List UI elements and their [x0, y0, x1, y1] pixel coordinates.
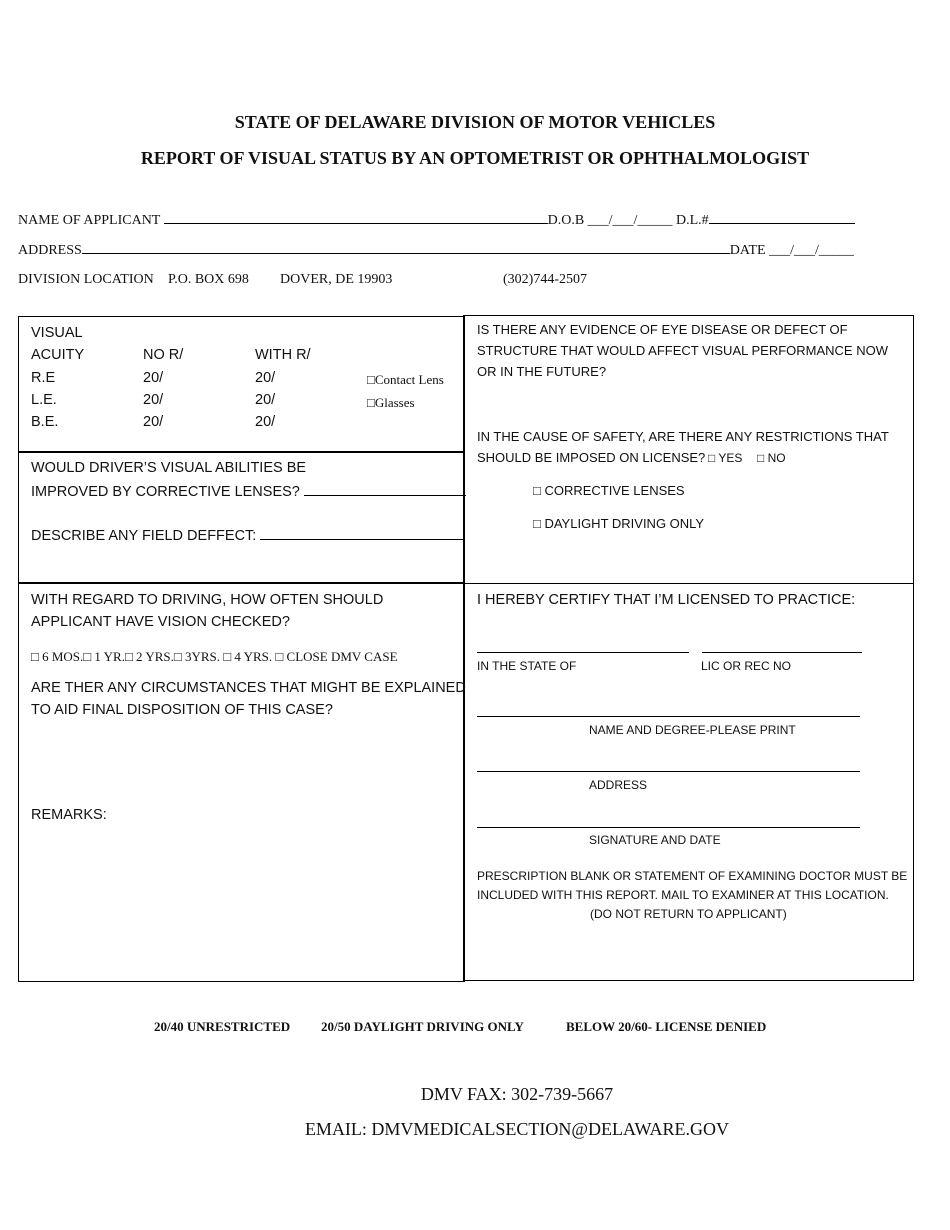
- examiner-address-field[interactable]: [477, 771, 860, 772]
- dl-field[interactable]: [709, 212, 855, 224]
- daylight-driving-checkbox[interactable]: □ DAYLIGHT DRIVING ONLY: [533, 516, 705, 531]
- dmv-email: EMAIL: DMVMEDICALSECTION@DELAWARE.GOV: [304, 1119, 730, 1139]
- field-defect-field[interactable]: [260, 528, 464, 540]
- left-divider-1: [19, 451, 464, 453]
- signature-date-field[interactable]: [477, 827, 860, 828]
- division-location-label: DIVISION LOCATION: [18, 272, 154, 287]
- acuity-title-2: ACUITY: [31, 347, 85, 363]
- checkup-question-line1: WITH REGARD TO DRIVING, HOW OFTEN SHOULD: [31, 592, 384, 608]
- restrictions-question-line1: IN THE CAUSE OF SAFETY, ARE THERE ANY RESTRICTIONS THAT: [477, 429, 889, 444]
- left-divider-2: [19, 582, 464, 584]
- standard-denied: BELOW 20/60- LICENSE DENIED: [566, 1019, 767, 1034]
- acuity-le-no-rx[interactable]: 20/: [143, 392, 164, 408]
- signature-date-label: SIGNATURE AND DATE: [589, 833, 721, 847]
- address-row: [18, 242, 854, 259]
- acuity-row-label: B.E.: [31, 414, 59, 430]
- acuity-row-label: L.E.: [31, 392, 57, 408]
- license-number-label: LIC OR REC NO: [701, 659, 792, 673]
- disease-question-line1: IS THERE ANY EVIDENCE OF EYE DISEASE OR DEFECT OF: [477, 322, 848, 337]
- date-field[interactable]: ___/___/_____: [769, 243, 854, 258]
- prescription-note-line1: PRESCRIPTION BLANK OR STATEMENT OF EXAMINING DOCTOR MUST BE: [477, 869, 908, 883]
- acuity-le-with-rx[interactable]: 20/: [255, 392, 276, 408]
- field-defect-row: DESCRIBE ANY FIELD DEFFECT:: [31, 528, 464, 544]
- acuity-be-with-rx[interactable]: 20/: [255, 414, 276, 430]
- glasses-checkbox[interactable]: □Glasses: [367, 395, 415, 410]
- division-phone: (302)744-2507: [503, 272, 587, 287]
- standard-daylight: 20/50 DAYLIGHT DRIVING ONLY: [321, 1019, 524, 1034]
- certify-heading: I HEREBY CERTIFY THAT I’M LICENSED TO PRACTICE:: [477, 592, 856, 608]
- contact-lens-checkbox[interactable]: □Contact Lens: [367, 372, 444, 387]
- dob-field[interactable]: ___/___/_____: [587, 213, 673, 228]
- acuity-re-with-rx[interactable]: 20/: [255, 370, 276, 386]
- standard-unrestricted: 20/40 UNRESTRICTED: [154, 1019, 291, 1034]
- restrictions-question-line2: SHOULD BE IMPOSED ON LICENSE?: [477, 450, 706, 465]
- circumstances-question-line1: ARE THER ANY CIRCUMSTANCES THAT MIGHT BE EXPLAINED: [31, 680, 466, 696]
- checkup-question-line2: APPLICANT HAVE VISION CHECKED?: [31, 614, 290, 630]
- address-label: ADDRESS: [18, 243, 82, 258]
- dmv-fax: DMV FAX: 302-739-5667: [420, 1084, 614, 1104]
- disease-question-line2: STRUCTURE THAT WOULD AFFECT VISUAL PERFORMANCE NOW: [477, 343, 888, 358]
- date-label: DATE: [729, 243, 766, 258]
- remarks-label: REMARKS:: [31, 807, 107, 823]
- division-city: DOVER, DE 19903: [280, 272, 393, 287]
- name-degree-field[interactable]: [477, 716, 860, 717]
- dl-label: D.L.#: [675, 213, 709, 228]
- improve-question-line2: IMPROVED BY CORRECTIVE LENSES?: [31, 484, 466, 500]
- circumstances-question-line2: TO AID FINAL DISPOSITION OF THIS CASE?: [31, 702, 333, 718]
- acuity-title-1: VISUAL: [31, 325, 83, 341]
- acuity-col-with-rx: WITH R/: [255, 347, 311, 363]
- applicant-name-row: [18, 212, 855, 229]
- right-divider: [464, 583, 913, 584]
- prescription-note-line2: INCLUDED WITH THIS REPORT. MAIL TO EXAMINER AT THIS LOCATION.: [477, 888, 889, 902]
- name-of-applicant-field[interactable]: [164, 212, 548, 224]
- address-field[interactable]: [82, 242, 730, 254]
- examiner-address-label: ADDRESS: [589, 778, 648, 792]
- acuity-row-label: R.E: [31, 370, 56, 386]
- license-number-field[interactable]: [702, 652, 862, 653]
- acuity-be-no-rx[interactable]: 20/: [143, 414, 164, 430]
- acuity-col-no-rx: NO R/: [143, 347, 184, 363]
- improve-answer-field[interactable]: [304, 484, 466, 496]
- state-of-label: IN THE STATE OF: [477, 659, 577, 673]
- checkup-frequency-options[interactable]: □ 6 MOS.□ 1 YR.□ 2 YRS.□ 3YRS. □ 4 YRS. □ CLOSE DMV CASE: [31, 649, 398, 664]
- acuity-re-no-rx[interactable]: 20/: [143, 370, 164, 386]
- name-of-applicant-label: NAME OF APPLICANT: [18, 213, 161, 228]
- restrictions-no-checkbox[interactable]: □ NO: [757, 451, 786, 465]
- prescription-note-line3: (DO NOT RETURN TO APPLICANT): [590, 907, 787, 921]
- disease-question-line3: OR IN THE FUTURE?: [477, 364, 607, 379]
- dob-label: D.O.B: [547, 213, 585, 228]
- form-title: STATE OF DELAWARE DIVISION OF MOTOR VEHICLES: [234, 112, 716, 132]
- division-po-box: P.O. BOX 698: [168, 272, 249, 287]
- corrective-lenses-checkbox[interactable]: □ CORRECTIVE LENSES: [533, 483, 685, 498]
- state-of-field[interactable]: [477, 652, 689, 653]
- improve-question-line1: WOULD DRIVER’S VISUAL ABILITIES BE: [31, 460, 307, 476]
- restrictions-yes-checkbox[interactable]: □ YES: [708, 451, 743, 465]
- form-subtitle: REPORT OF VISUAL STATUS BY AN OPTOMETRIST OR OPHTHALMOLOGIST: [140, 148, 810, 168]
- name-degree-label: NAME AND DEGREE-PLEASE PRINT: [589, 723, 796, 737]
